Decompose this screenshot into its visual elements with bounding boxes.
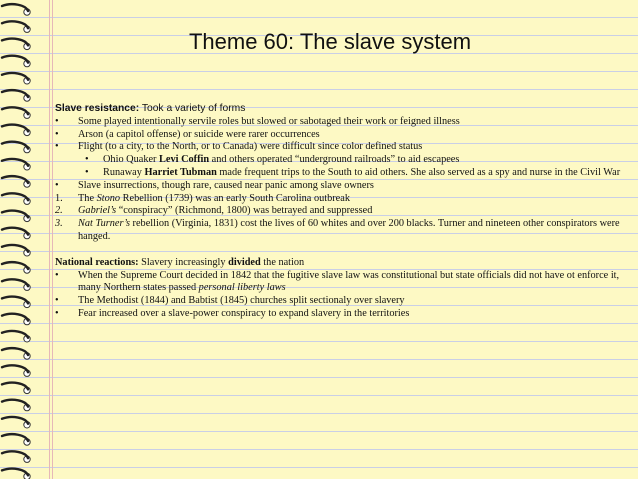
spiral-binding-icon: [0, 0, 40, 479]
list-item: [55, 270, 625, 296]
item-text: Some played intentionally servile roles but slowed or sabotaged their work or feigned illness: [78, 115, 460, 127]
national-heading-rest: Slavery increasingly: [138, 256, 229, 268]
item-text: Rebellion (1739) was an early South Carolina outbreak: [120, 192, 350, 204]
item-text: The Methodist (1844) and Babtist (1845) churches split sectionaly over slavery: [78, 295, 405, 307]
list-item: [55, 180, 625, 193]
item-text: made frequent trips to the South to aid others. She also served as a spy and nurse in the Civil War: [216, 166, 621, 178]
sub-list-item: [55, 167, 625, 180]
item-text: and others operated “underground railroads” to aid escapees: [209, 154, 460, 166]
numbered-item: [55, 205, 625, 218]
bullet: •: [55, 307, 59, 319]
slide-title: Theme 60: The slave system: [188, 29, 472, 54]
margin-line-inner: [52, 0, 53, 479]
section-heading-national: [55, 257, 625, 270]
item-text: Ohio Quaker: [103, 154, 160, 166]
item-text: rebellion (Virginia, 1831) cost the lives of 60 whites and over 200 blacks. Turner and nineteen other conspirators were hanged.: [78, 218, 620, 242]
item-italic: Stono: [96, 192, 121, 204]
resistance-heading-rest: Took a variety of forms: [139, 103, 246, 114]
number-marker: 1.: [55, 192, 63, 204]
item-text: Runaway: [103, 166, 145, 178]
item-bold: Harriet Tubman: [144, 166, 217, 178]
list-item: [55, 295, 625, 308]
section-heading-resistance: [55, 103, 625, 116]
bullet: •: [55, 269, 59, 281]
slide-content: [55, 103, 625, 321]
item-text: The: [78, 192, 97, 204]
list-item: [55, 116, 625, 129]
numbered-item: [55, 193, 625, 206]
item-text: “conspiracy” (Richmond, 1800) was betrayed and suppressed: [116, 205, 373, 217]
list-item: [55, 129, 625, 142]
item-text: Arson (a capitol offense) or suicide were rarer occurrences: [78, 128, 320, 140]
item-italic: personal liberty laws: [198, 282, 286, 294]
item-text: Fear increased over a slave-power conspiracy to expand slavery in the territories: [78, 307, 410, 319]
number-marker: 3.: [55, 218, 63, 230]
item-italic: Gabriel’s: [78, 205, 117, 217]
national-heading-bold: divided: [228, 256, 261, 268]
sub-bullet: •: [85, 166, 89, 178]
national-heading: National reactions:: [55, 256, 139, 268]
item-bold: Levi Coffin: [159, 154, 210, 166]
list-item: [55, 141, 625, 154]
margin-line: [49, 0, 50, 479]
item-text: Slave insurrections, though rare, caused near panic among slave owners: [78, 179, 374, 191]
bullet: •: [55, 295, 59, 307]
numbered-item: [55, 218, 625, 244]
bullet: •: [55, 115, 59, 127]
national-heading-end: the nation: [260, 256, 305, 268]
sub-bullet: •: [85, 154, 89, 166]
sub-list-item: [55, 154, 625, 167]
item-italic: Nat Turner’s: [78, 218, 130, 230]
bullet: •: [55, 128, 59, 140]
resistance-heading: Slave resistance:: [55, 103, 140, 114]
spacer: [55, 244, 625, 257]
number-marker: 2.: [55, 205, 63, 217]
list-item: [55, 308, 625, 321]
item-text: When the Supreme Court decided in 1842 that the fugitive slave law was constitutional but state officials did not have ot enforce it, many Northern states passed: [78, 269, 620, 294]
bullet: •: [55, 141, 59, 153]
bullet: •: [55, 179, 59, 191]
item-text: Flight (to a city, to the North, or to Canada) were difficult since color defined status: [78, 141, 423, 153]
